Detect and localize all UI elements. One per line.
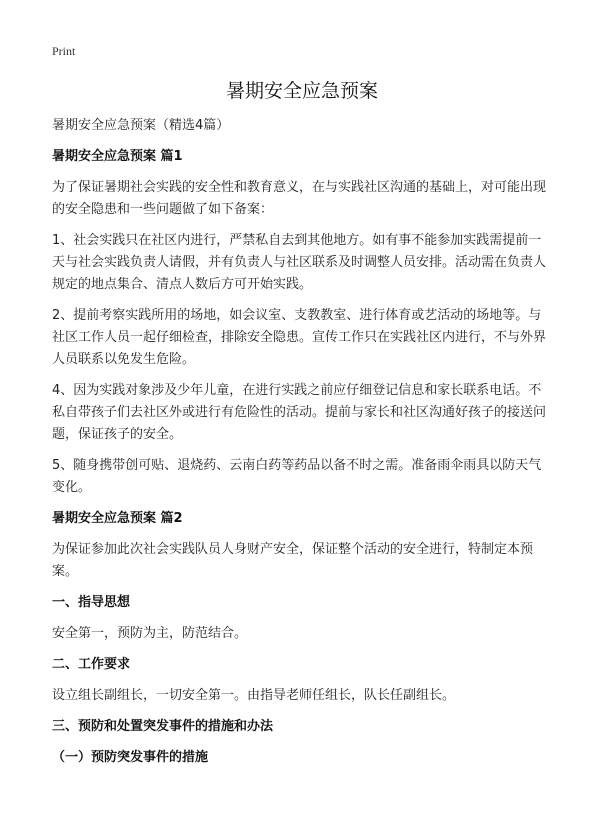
subsection-heading: 一、指导思想: [52, 595, 131, 610]
paragraph: 设立组长副组长，一切安全第一。由指导老师任组长，队长任副组长。: [52, 688, 456, 703]
paragraph: 安全第一，预防为主，防范结合。: [52, 626, 248, 641]
subsection-heading: 三、预防和处置突发事件的措施和办法: [52, 719, 274, 734]
paragraph: 2、提前考察实践所用的场地，如会议室、支教教室、进行体育或艺活动的场地等。与社区工作人员一起仔细检查，排除安全隐患。宣传工作只在实践社区内进行，不与外界人员联系以免发生危险。: [52, 308, 547, 367]
print-link[interactable]: Print: [52, 44, 76, 58]
document-subtitle: 暑期安全应急预案（精选4篇）: [52, 118, 230, 133]
subsection-subheading: （一）预防突发事件的措施: [52, 750, 209, 765]
document-page: [52, 76, 552, 779]
paragraph: 为了保证暑期社会实践的安全性和教育意义，在与实践社区沟通的基础上，对可能出现的安全隐患和一些问题做了如下备案：: [52, 180, 547, 217]
paragraph: 为保证参加此次社会实践队员人身财产安全，保证整个活动的安全进行，特制定本预案。: [52, 542, 534, 579]
paragraph: 5、随身携带创可贴、退烧药、云南白药等药品以备不时之需。准备雨伞雨具以防天气变化。: [52, 458, 542, 495]
subsection-heading: 二、工作要求: [52, 657, 131, 672]
section-heading-2: 暑期安全应急预案 篇2: [52, 511, 183, 526]
page-title: 暑期安全应急预案: [225, 80, 378, 102]
paragraph: 1、社会实践只在社区内进行，严禁私自去到其他地方。如有事不能参加实践需提前一天与社会实践负责人请假，并有负责人与社区联系及时调整人员安排。活动需在负责人规定的地点集合、清点人数后方可开始实践。: [52, 233, 547, 292]
section-heading-1: 暑期安全应急预案 篇1: [52, 149, 183, 164]
paragraph: 4、因为实践对象涉及少年儿童，在进行实践之前应仔细登记信息和家长联系电话。不私自带孩子们去社区外或进行有危险性的活动。提前与家长和社区沟通好孩子的接送问题，保证孩子的安全。: [52, 383, 547, 442]
